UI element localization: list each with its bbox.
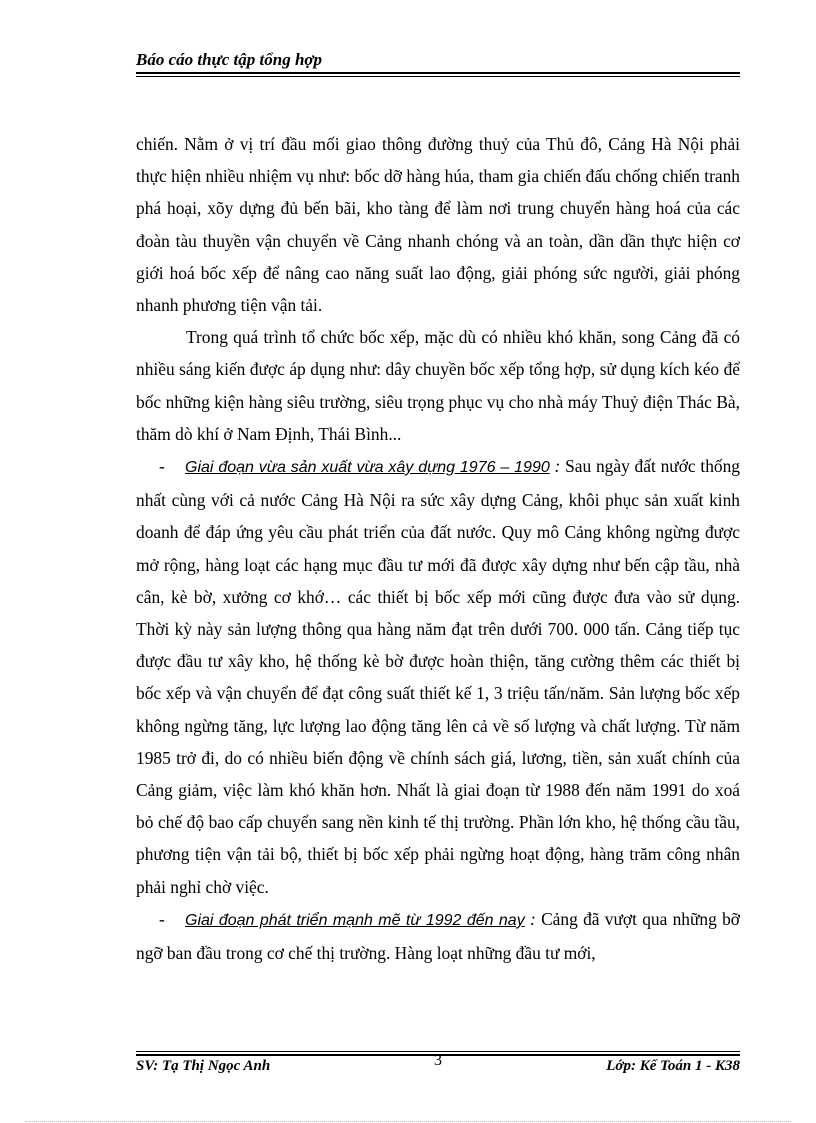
- footer-class-label: Lớp: Kế Toán 1 - K38: [606, 1058, 740, 1074]
- heading-colon: :: [549, 456, 561, 477]
- document-body: [136, 128, 740, 969]
- list-item-period-1992-now: [136, 903, 740, 969]
- period-heading-1992-now: Giai đoạn phát triển mạnh mẽ từ 1992 đến nay: [185, 911, 525, 929]
- header-rule-thin: [136, 76, 740, 77]
- paragraph-1: chiến. Nằm ở vị trí đầu mối giao thông đường thuỷ của Thủ đô, Cảng Hà Nội phải thực hiện nhiều nhiệm vụ như: bốc dỡ hàng húa, tham gia chiến đấu chống chiến tranh phá hoại, xõy dựng đủ bến bãi, kho tàng để làm nơi trung chuyển hàng hoá của các đoàn tàu thuyền vận chuyển về Cảng nhanh chóng và an toàn, dần dần thực hiện cơ giới hoá bốc xếp để nâng cao năng suất lao động, giải phóng sức người, giải phóng nhanh phương tiện vận tải.: [136, 134, 740, 316]
- footer-student-name: SV: Tạ Thị Ngọc Anh: [136, 1058, 271, 1074]
- footer-page-number: 3: [434, 1052, 442, 1069]
- header-title: Báo cáo thực tập tổng hợp: [136, 50, 323, 69]
- period-text-1992-now: Cảng đã vượt qua những bỡ ngỡ ban đầu trong cơ chế thị trường. Hàng loạt những đầu tư mới,: [136, 908, 740, 964]
- header-rule-thick: [136, 72, 740, 74]
- period-heading-1976-1990: Giai đoạn vừa sản xuất vừa xây dựng 1976 – 1990: [185, 459, 550, 477]
- dash-bullet: -: [159, 456, 165, 477]
- dash-bullet: -: [159, 908, 165, 929]
- heading-colon: :: [524, 908, 536, 929]
- paragraph-2: Trong quá trình tổ chức bốc xếp, mặc dù có nhiều khó khăn, song Cảng đã có nhiều sáng kiến được áp dụng như: dây chuyền bốc xếp tổng hợp, sử dụng kích kéo để bốc những kiện hàng siêu trường, siêu trọng phục vụ cho nhà máy Thuỷ điện Thác Bà, thăm dò khí ở Nam Định, Thái Bình...: [136, 327, 740, 444]
- list-item-period-1976-1990: [136, 450, 740, 903]
- page-edge-divider: [25, 1121, 791, 1122]
- period-text-1976-1990: Sau ngày đất nước thống nhất cùng với cả nước Cảng Hà Nội ra sức xây dựng Cảng, khôi phục sản xuất kinh doanh để đáp ứng yêu cầu phát triển của đất nước. Quy mô Cảng không ngừng được mở rộng, hàng loạt các hạng mục đầu tư mới đã được xây dựng như bến cập tầu, nhà cân, kè bờ, xưởng cơ khớ… các thiết bị bốc xếp mới cũng được đưa vào sử dụng. Thời kỳ này sản lượng thông qua hàng năm đạt trên dưới 700. 000 tấn. Cảng tiếp tục được đầu tư xây kho, hệ thống kè bờ được hoàn thiện, tăng cường thêm các thiết bị bốc xếp và vận chuyển để đạt công suất thiết kế 1, 3 triệu tấn/năm. Sản lượng bốc xếp không ngừng tăng, lực lượng lao động tăng lên cả về số lượng và chất lượng. Từ năm 1985 trở đi, do có nhiều biến động về chính sách giá, lương, tiền, sản xuất chính của Cảng giảm, việc làm khó khăn hơn. Nhất là giai đoạn từ 1988 đến năm 1991 do xoá bỏ chế độ bao cấp chuyển sang nền kinh tế thị trường. Phần lớn kho, hệ thống cầu tầu, phương tiện vận tải bộ, thiết bị bốc xếp phải ngừng hoạt động, hàng trăm công nhân phải nghỉ chờ việc.: [136, 456, 741, 897]
